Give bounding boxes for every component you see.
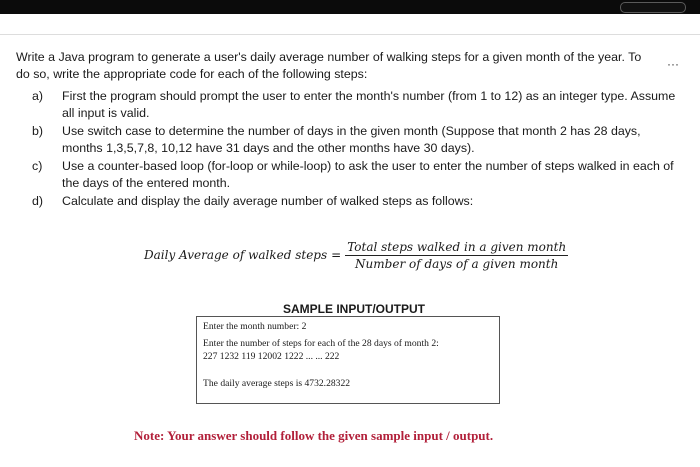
formula-equals: = bbox=[331, 248, 342, 262]
step-item-b bbox=[16, 123, 680, 157]
formula-denominator: Number of days of a given month bbox=[355, 256, 559, 271]
step-text: Use switch case to determine the number of days in the given month (Suppose that month 2 has 28 days, months 1,3,5,7,8, 10,12 have 31 days and the other months have 30 days). bbox=[62, 124, 641, 155]
step-item-c bbox=[16, 158, 680, 192]
status-pill bbox=[620, 2, 686, 13]
top-status-bar bbox=[0, 0, 700, 14]
question-intro: Write a Java program to generate a user's daily average number of walking steps for a given month of the year. To do so, write the appropriate code for each of the following steps: bbox=[16, 50, 642, 81]
step-letter: b) bbox=[32, 124, 44, 138]
step-letter: d) bbox=[32, 194, 44, 208]
sample-line-result: The daily average steps is 4732.28322 bbox=[203, 378, 351, 389]
formula-lhs: Daily Average of walked steps bbox=[144, 248, 328, 262]
note-text: Note: Your answer should follow the given sample input / output. bbox=[134, 428, 494, 443]
header-divider bbox=[0, 34, 700, 35]
formula-numerator: Total steps walked in a given month bbox=[347, 239, 567, 254]
sample-line-values: 227 1232 119 12002 1222 ... ... 222 bbox=[203, 351, 340, 362]
step-text: Calculate and display the daily average number of walked steps as follows: bbox=[62, 194, 474, 208]
step-text: First the program should prompt the user to enter the month's number (from 1 to 12) as an integer type. Assume all input is valid. bbox=[62, 89, 676, 120]
sample-line-month: Enter the month number: 2 bbox=[203, 321, 307, 332]
step-text: Use a counter-based loop (for-loop or while-loop) to ask the user to enter the number of steps walked in each of the days of the entered month. bbox=[62, 159, 674, 190]
sample-io-box bbox=[196, 316, 500, 404]
step-item-a bbox=[16, 88, 680, 122]
more-options-icon[interactable]: ··· bbox=[667, 57, 679, 71]
step-letter: a) bbox=[32, 89, 44, 103]
step-item-d bbox=[16, 193, 680, 210]
average-formula bbox=[144, 238, 568, 272]
question-intro-block bbox=[16, 49, 676, 83]
formula-fraction bbox=[345, 240, 568, 271]
step-letter: c) bbox=[32, 159, 43, 173]
sample-line-prompt: Enter the number of steps for each of the 28 days of month 2: bbox=[203, 338, 439, 349]
sample-heading: SAMPLE INPUT/OUTPUT bbox=[283, 302, 426, 316]
step-list bbox=[16, 88, 680, 211]
